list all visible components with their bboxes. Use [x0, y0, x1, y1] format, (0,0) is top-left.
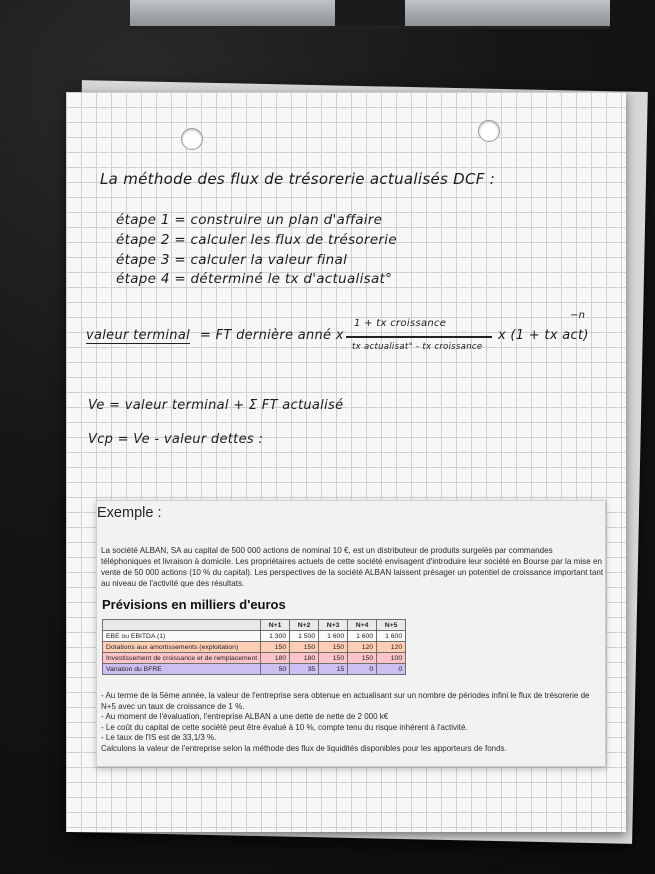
table-cell: 50	[261, 664, 290, 675]
table-header-cell	[103, 620, 261, 631]
table-cell: 100	[377, 653, 406, 664]
formula-ve: Ve = valeur terminal + Σ FT actualisé	[88, 398, 344, 413]
table-cell: 120	[377, 642, 406, 653]
formula-terminal-label: valeur terminal	[86, 328, 191, 343]
list-item: - Au moment de l'évaluation, l'entreprise ALBAN a une dette de nette de 2 000 k€	[101, 712, 389, 721]
table-header-cell: N+4	[348, 620, 377, 631]
table-cell: 1 300	[261, 631, 290, 642]
list-item: - Au terme de la 5ème année, la valeur de l'entreprise sera obtenue en actualisant sur un nombre de périodes infini le flux de trésorerie de N+5 avec un taux de croissance de 1 %.	[101, 691, 590, 711]
table-row	[103, 642, 406, 653]
table-cell: 150	[290, 642, 319, 653]
list-item: - Le coût du capital de cette société peut être évalué à 10 %, compte tenu du risque inhérent à l'activité.	[101, 722, 468, 732]
list-item: - Le taux de l'IS est de 33,1/3 %.	[101, 733, 217, 742]
table-row	[103, 631, 406, 642]
table-cell: 0	[348, 664, 377, 675]
punch-hole-right	[478, 120, 500, 142]
example-heading: Exemple :	[97, 505, 162, 521]
example-assumptions	[101, 691, 605, 754]
table-cell: 15	[319, 664, 348, 675]
table-header-cell: N+5	[377, 620, 406, 631]
table-header-cell: N+3	[319, 620, 348, 631]
table-cell: 35	[290, 664, 319, 675]
table-cell: 150	[261, 642, 290, 653]
notes-title: La méthode des flux de trésorerie actualisés DCF :	[100, 170, 496, 188]
step-2: étape 2 = calculer les flux de trésorerie	[116, 232, 397, 248]
formula-terminal-middle: = FT dernière anné x	[200, 328, 344, 343]
formula-tail: x (1 + tx act)	[498, 328, 589, 343]
table-cell: 1 600	[319, 631, 348, 642]
table-cell: 150	[319, 642, 348, 653]
cloth-fold	[335, 0, 405, 26]
table-cell: 150	[348, 653, 377, 664]
table-cell: 150	[319, 653, 348, 664]
table-cell: 1 600	[377, 631, 406, 642]
table-cell: 180	[290, 653, 319, 664]
punch-hole-left	[181, 128, 203, 150]
forecast-heading: Prévisions en milliers d'euros	[102, 597, 286, 612]
row-label: Variation du BFRE	[103, 664, 261, 675]
formula-numerator: 1 + tx croissance	[354, 318, 447, 329]
forecast-table	[102, 619, 406, 675]
table-cell: 0	[377, 664, 406, 675]
table-cell: 180	[261, 653, 290, 664]
example-paragraph: La société ALBAN, SA au capital de 500 000 actions de nominal 10 €, est un distributeur de produits surgelés par commandes téléphoniques et livraison à domicile. Les propriétaires actuels de cette société envisagent d'introduire leur société en Bourse par la mise en vente de 50 000 actions (10 % du capital). Les perspectives de la société ALBAN laissent présager un potentiel de croissance important tant au niveau de l'activité que des résultats.	[101, 546, 604, 588]
row-label: Dotations aux amortissements (exploitation)	[103, 642, 261, 653]
formula-denominator: tx actualisat° - tx croissance	[352, 342, 483, 352]
formula-vcp: Vcp = Ve - valeur dettes :	[88, 432, 264, 447]
list-item: Calculons la valeur de l'entreprise selon la méthode des flux de liquidités disponibles pour les apporteurs de fonds.	[101, 743, 507, 753]
example-card	[96, 500, 606, 767]
row-label: Investissement de croissance et de remplacement	[103, 653, 261, 664]
table-row	[103, 664, 406, 675]
table-cell: 1 500	[290, 631, 319, 642]
table-row	[103, 653, 406, 664]
table-header-cell: N+1	[261, 620, 290, 631]
table-cell: 120	[348, 642, 377, 653]
table-cell: 1 600	[348, 631, 377, 642]
row-label: EBE ou EBITDA (1)	[103, 631, 261, 642]
table-header-row	[103, 620, 406, 631]
fraction-bar	[346, 336, 492, 338]
table-header-cell: N+2	[290, 620, 319, 631]
step-4: étape 4 = déterminé le tx d'actualisat°	[116, 271, 393, 287]
step-3: étape 3 = calculer la valeur final	[116, 252, 348, 268]
step-1: étape 1 = construire un plan d'affaire	[116, 212, 383, 228]
formula-exponent: −n	[570, 310, 586, 321]
cloth-background	[130, 0, 610, 29]
